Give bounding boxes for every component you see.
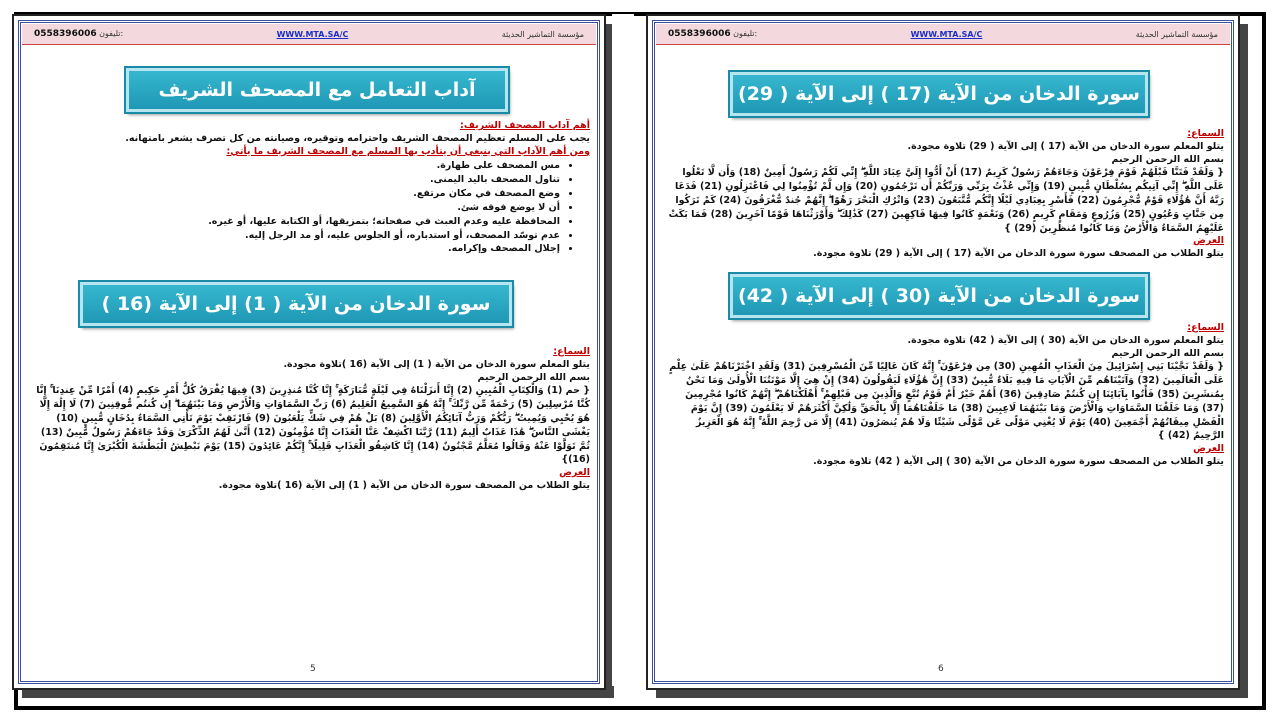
sama-text: يتلو المعلم سورة الدخان من الآية (30 ) إلى الآية ( 42) تلاوة مجودة.: [907, 334, 1224, 346]
phone-number: 0558396006: [34, 29, 97, 39]
banner-title: آداب التعامل مع المصحف الشريف: [158, 79, 476, 101]
phone-label: تليفون:: [733, 29, 758, 38]
phone-label: تليفون:: [99, 29, 124, 38]
page-header: [656, 24, 1230, 45]
org-name: مؤسسة التماشير الحديثة: [1135, 29, 1218, 39]
basmala: بسم الله الرحمن الرحيم: [477, 371, 590, 383]
sama-heading: السماع:: [1187, 128, 1224, 139]
phone-block: [668, 29, 757, 39]
surah-30-42-section: [666, 322, 1224, 469]
page-header: [22, 24, 596, 45]
phone-block: [34, 29, 123, 39]
banner-title: سورة الدخان من الآية ( 1) إلى الآية (16 ): [101, 293, 491, 315]
sama-heading: السماع:: [553, 346, 590, 357]
ard-heading: العرض: [1193, 443, 1224, 455]
section-banner-surah-17-29: [730, 72, 1148, 116]
website-link[interactable]: WWW.MTA.SA/C: [276, 29, 349, 39]
quran-text: { وَلَقَدْ نَجَّيْنَا بَنِي إِسْرَائِيلَ مِنَ الْعَذَابِ الْمُهِينِ (30) مِن فِرْعَوْنَ ۚ إِنَّهُ كَانَ عَالِيًا مِّنَ الْمُسْرِفِينَ (31) وَلَقَدِ اخْتَرْنَاهُمْ عَلَىٰ عِلْمٍ عَلَى الْعَالَمِينَ (32) وَآتَيْنَاهُم مِّنَ الْآيَاتِ مَا فِيهِ بَلَاءٌ مُّبِينٌ (33) إِنَّ هَٰؤُلَاءِ لَيَقُولُونَ (34) إِنْ هِيَ إِلَّا مَوْتَتُنَا الْأُولَىٰ وَمَا نَحْنُ بِمُنشَرِينَ (35) فَأْتُوا بِآبَائِنَا إِن كُنتُمْ صَادِقِينَ (36) أَهُمْ خَيْرٌ أَمْ قَوْمُ تُبَّعٍ وَالَّذِينَ مِن قَبْلِهِمْ ۚ أَهْلَكْنَاهُمْ ۖ إِنَّهُمْ كَانُوا مُجْرِمِينَ (37) وَمَا خَلَقْنَا السَّمَاوَاتِ وَالْأَرْضَ وَمَا بَيْنَهُمَا لَاعِبِينَ (38) مَا خَلَقْنَاهُمَا إِلَّا بِالْحَقِّ وَلَٰكِنَّ أَكْثَرَهُمْ لَا يَعْلَمُونَ (39) إِنَّ يَوْمَ الْفَصْلِ مِيقَاتُهُمْ أَجْمَعِينَ (40) يَوْمَ لَا يُغْنِي مَوْلًى عَن مَّوْلًى شَيْئًا وَلَا هُمْ يُنصَرُونَ (41) إِلَّا مَن رَّحِمَ اللَّهُ ۚ إِنَّهُ هُوَ الْعَزِيزُ الرَّحِيمُ (42) }: [669, 361, 1224, 442]
page-right: [646, 14, 1240, 690]
adab-rules-list: [32, 160, 590, 256]
basmala: بسم الله الرحمن الرحيم: [1111, 153, 1224, 165]
org-name: مؤسسة التماشير الحديثة: [501, 29, 584, 39]
page-number: 6: [938, 664, 944, 674]
page-shadow-bottom: [22, 690, 614, 698]
page-number: 5: [310, 664, 316, 674]
adab-section: [32, 120, 590, 257]
page-gutter: [612, 14, 634, 686]
page-shadow-bottom: [656, 690, 1248, 698]
adab-intro: يجب على المسلم تعظيم المصحف الشريف واحترامه وتوقيره، وصيانته من كل تصرف يشعر بامتهانه.: [125, 132, 590, 144]
surah-17-29-section: [666, 128, 1224, 261]
rule-item: • إجلال المصحف وإكرامه.: [32, 243, 560, 256]
quran-text: { حم (1) وَالْكِتَابِ الْمُبِينِ (2) إِنَّا أَنزَلْنَاهُ فِي لَيْلَةٍ مُّبَارَكَةٍ ۚ إِنَّا كُنَّا مُنذِرِينَ (3) فِيهَا يُفْرَقُ كُلُّ أَمْرٍ حَكِيمٍ (4) أَمْرًا مِّنْ عِندِنَا ۚ إِنَّا كُنَّا مُرْسِلِينَ (5) رَحْمَةً مِّن رَّبِّكَ ۚ إِنَّهُ هُوَ السَّمِيعُ الْعَلِيمُ (6) رَبِّ السَّمَاوَاتِ وَالْأَرْضِ وَمَا بَيْنَهُمَا ۖ إِن كُنتُم مُّوقِنِينَ (7) لَا إِلَٰهَ إِلَّا هُوَ يُحْيِي وَيُمِيتُ ۖ رَبُّكُمْ وَرَبُّ آبَائِكُمُ الْأَوَّلِينَ (8) بَلْ هُمْ فِي شَكٍّ يَلْعَبُونَ (9) فَارْتَقِبْ يَوْمَ تَأْتِي السَّمَاءُ بِدُخَانٍ مُّبِينٍ (10) يَغْشَى النَّاسَ ۖ هَٰذَا عَذَابٌ أَلِيمٌ (11) رَّبَّنَا اكْشِفْ عَنَّا الْعَذَابَ إِنَّا مُؤْمِنُونَ (12) أَنَّىٰ لَهُمُ الذِّكْرَىٰ وَقَدْ جَاءَهُمْ رَسُولٌ مُّبِينٌ (13) ثُمَّ تَوَلَّوْا عَنْهُ وَقَالُوا مُعَلَّمٌ مَّجْنُونٌ (14) إِنَّا كَاشِفُو الْعَذَابِ قَلِيلًا ۚ إِنَّكُمْ عَائِدُونَ (15) يَوْمَ نَبْطِشُ الْبَطْشَةَ الْكُبْرَىٰ إِنَّا مُنتَقِمُونَ (16)}: [36, 385, 590, 466]
basmala: بسم الله الرحمن الرحيم: [1111, 347, 1224, 359]
surah-1-16-section: [32, 346, 590, 493]
ard-text: يتلو الطلاب من المصحف سورة الدخان من الآية ( 1) إلى الآية (16 )تلاوة مجودة.: [218, 479, 590, 491]
banner-title: سورة الدخان من الآية (30 ) إلى الآية ( 42): [738, 285, 1140, 307]
rule-item: • أن لا يوضع فوقه شئ.: [32, 202, 560, 215]
rule-item: • تناول المصحف باليد اليمنى.: [32, 174, 560, 187]
section-banner-surah-1-16: [80, 282, 512, 326]
sama-text: يتلو المعلم سورة الدخان من الآية (17 ) إلى الآية ( 29) تلاوة مجودة.: [907, 140, 1224, 152]
ard-heading: العرض: [1193, 235, 1224, 247]
website-link[interactable]: WWW.MTA.SA/C: [910, 29, 983, 39]
page-shadow-right: [1240, 24, 1248, 692]
adab-subheading: ومن أهم الآداب التي ينبغي أن يتأدب بها المسلم مع المصحف الشريف ما يأتي:: [226, 145, 590, 157]
ard-heading: العرض: [559, 467, 590, 479]
phone-number: 0558396006: [668, 29, 731, 39]
ard-text: يتلو الطلاب من المصحف سورة سورة الدخان من الآية (17 ) إلى الآية ( 29) تلاوة مجودة.: [813, 248, 1224, 260]
page-left: [12, 14, 606, 690]
rule-item: • مس المصحف على طهارة.: [32, 160, 560, 173]
sama-heading: السماع:: [1187, 322, 1224, 333]
section-banner-surah-30-42: [730, 274, 1148, 318]
rule-item: • عدم توسّد المصحف، أو استدباره، أو الجلوس عليه، أو مد الرجل إليه.: [32, 230, 560, 243]
quran-text: { وَلَقَدْ فَتَنَّا قَبْلَهُمْ قَوْمَ فِرْعَوْنَ وَجَاءَهُمْ رَسُولٌ كَرِيمٌ (17) أَنْ أَدُّوا إِلَيَّ عِبَادَ اللَّهِ ۖ إِنِّي لَكُمْ رَسُولٌ أَمِينٌ (18) وَأَن لَّا تَعْلُوا عَلَى اللَّهِ ۖ إِنِّي آتِيكُم بِسُلْطَانٍ مُّبِينٍ (19) وَإِنِّي عُذْتُ بِرَبِّي وَرَبِّكُمْ أَن تَرْجُمُونِ (20) وَإِن لَّمْ تُؤْمِنُوا لِي فَاعْتَزِلُونِ (21) فَدَعَا رَبَّهُ أَنَّ هَٰؤُلَاءِ قَوْمٌ مُّجْرِمُونَ (22) فَأَسْرِ بِعِبَادِي لَيْلًا إِنَّكُم مُّتَّبَعُونَ (23) وَاتْرُكِ الْبَحْرَ رَهْوًا ۖ إِنَّهُمْ جُندٌ مُّغْرَقُونَ (24) كَمْ تَرَكُوا مِن جَنَّاتٍ وَعُيُونٍ (25) وَزُرُوعٍ وَمَقَامٍ كَرِيمٍ (26) وَنَعْمَةٍ كَانُوا فِيهَا فَاكِهِينَ (27) كَذَٰلِكَ ۖ وَأَوْرَثْنَاهَا قَوْمًا آخَرِينَ (28) فَمَا بَكَتْ عَلَيْهِمُ السَّمَاءُ وَالْأَرْضُ وَمَا كَانُوا مُنظَرِينَ (29) }: [668, 167, 1224, 234]
adab-heading: أهم آداب المصحف الشريف:: [460, 120, 590, 131]
sama-text: يتلو المعلم سورة الدخان من الآية ( 1) إلى الآية (16 )تلاوة مجودة.: [283, 358, 590, 370]
section-banner-adab: [126, 68, 508, 112]
rule-item: • المحافظة عليه وعدم العبث في صفحاته؛ بتمزيقها، أو الكتابة عليها، أو غيره.: [32, 216, 560, 229]
ard-text: يتلو الطلاب من المصحف سورة سورة الدخان من الآية (30 ) إلى الآية ( 42) تلاوة مجودة.: [813, 455, 1224, 467]
banner-title: سورة الدخان من الآية (17 ) إلى الآية ( 29): [738, 83, 1140, 105]
rule-item: • وضع المصحف في مكان مرتفع.: [32, 188, 560, 201]
